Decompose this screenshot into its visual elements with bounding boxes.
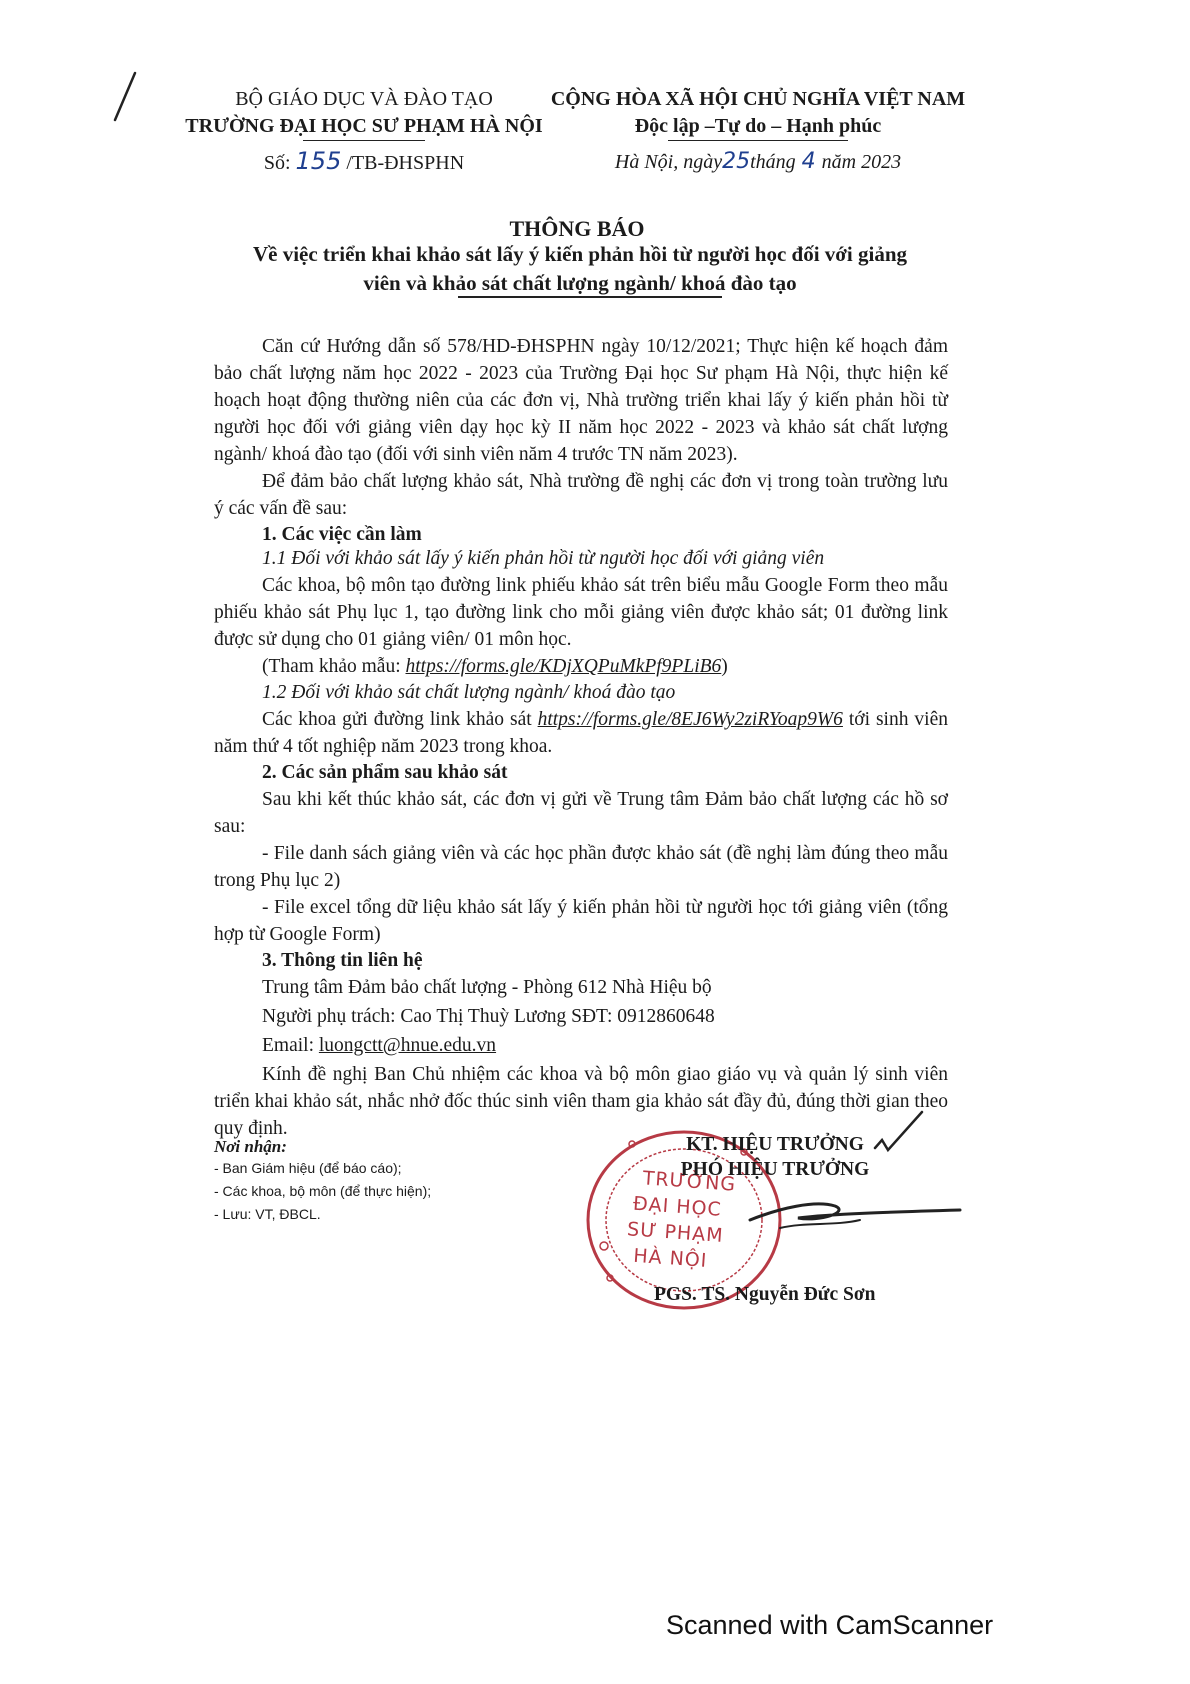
deliverable-list-file: - File danh sách giảng viên và các học phần được khảo sát (đề nghị làm đúng theo mẫu trong Phụ lục 2): [214, 843, 948, 891]
margin-mark: [105, 68, 145, 128]
survey-form-link[interactable]: https://forms.gle/8EJ6Wy2ziRYoap9W6: [537, 709, 843, 730]
section-1-2-heading: 1.2 Đối với khảo sát chất lượng ngành/ khoá đào tạo: [262, 682, 676, 703]
document-date: Hà Nội, ngày25tháng 4 năm 2023: [614, 149, 902, 174]
signature-mark: [630, 1100, 970, 1250]
paragraph-request: Để đảm bảo chất lượng khảo sát, Nhà trường đề nghị các đơn vị trong toàn trường lưu ý các vấn đề sau:: [214, 471, 948, 519]
ministry-name: BỘ GIÁO DỤC VÀ ĐÀO TẠO: [235, 88, 493, 110]
contact-office: Trung tâm Đảm bảo chất lượng - Phòng 612 Nhà Hiệu bộ: [262, 977, 712, 998]
seal-text: TRƯỜNG ĐẠI HỌC SƯ PHẠM HÀ NỘI: [626, 1167, 737, 1272]
contact-person: Người phụ trách: Cao Thị Thuỳ Lương SĐT: 0912860648: [262, 1006, 715, 1027]
paragraph-form-instructions: Các khoa, bộ môn tạo đường link phiếu khảo sát trên biểu mẫu Google Form theo mẫu phiếu khảo sát Phụ lục 1, tạo đường link cho mỗi giảng viên được khảo sát; 01 đường link được sử dụng cho 01 giảng viên/ 01 môn học.: [214, 575, 948, 650]
recipient-item: - Các khoa, bộ môn (để thực hiện);: [214, 1183, 432, 1199]
school-name: TRƯỜNG ĐẠI HỌC SƯ PHẠM HÀ NỘI: [185, 115, 543, 137]
left-header: [185, 86, 543, 177]
notice-subject: Về việc triển khai khảo sát lấy ý kiến phản hồi từ người học đối với giảng viên và khảo sát chất lượng ngành/ khoá đào tạo: [252, 242, 908, 295]
signature-title: KT. HIỆU TRƯỞNG PHÓ HIỆU TRƯỞNG: [680, 1134, 870, 1180]
recipients-block: [214, 1137, 431, 1226]
section-2-heading: 2. Các sản phẩm sau khảo sát: [262, 762, 508, 783]
reference-form-link[interactable]: https://forms.gle/KDjXQPuMkPf9PLiB6: [405, 656, 722, 677]
motto: Độc lập –Tự do – Hạnh phúc: [634, 115, 882, 137]
section-1-1-heading: 1.1 Đối với khảo sát lấy ý kiến phản hồi từ người học đối với giảng viên: [262, 548, 825, 569]
reference-link-line: (Tham khảo mẫu: https://forms.gle/KDjXQPuMkPf9PLiB6): [262, 656, 728, 677]
deliverable-excel-file: - File excel tổng dữ liệu khảo sát lấy ý kiến phản hồi từ người học tới giảng viên (tổng hợp từ Google Form): [214, 897, 948, 945]
recipient-item: - Lưu: VT, ĐBCL.: [214, 1206, 321, 1222]
contact-email-link[interactable]: luongctt@hnue.edu.vn: [318, 1035, 497, 1056]
day-handwritten: 25: [722, 149, 751, 174]
contact-email-line: Email: luongctt@hnue.edu.vn: [262, 1035, 497, 1056]
document-number: Số: 155 /TB-ĐHSPHN: [263, 147, 465, 175]
number-handwritten: 155: [295, 147, 342, 175]
section-1-heading: 1. Các việc cần làm: [262, 524, 422, 545]
document-body: [214, 333, 948, 1142]
recipients-heading: Nơi nhận:: [214, 1137, 287, 1156]
paragraph-survey-link: Các khoa gửi đường link khảo sát https://forms.gle/8EJ6Wy2ziRYoap9W6 tới sinh viên năm thứ 4 tốt nghiệp năm 2023 trong khoa.: [214, 709, 948, 757]
month-handwritten: 4: [801, 149, 816, 174]
paragraph-basis: Căn cứ Hướng dẫn số 578/HD-ĐHSPHN ngày 10/12/2021; Thực hiện kế hoạch đảm bảo chất lượng năm học 2022 - 2023 của Trường Đại học Sư phạm Hà Nội, thực hiện kế hoạch hoạt động thường niên của các đơn vị, Nhà trường triển khai lấy ý kiến phản hồi từ người học đối với giảng viên dạy học kỳ II năm học 2022 - 2023 và khảo sát chất lượng ngành/ khoá đào tạo (đối với sinh viên năm 4 trước TN năm 2023).: [214, 336, 948, 465]
right-header: [548, 86, 968, 176]
notice-title: THÔNG BÁO: [509, 216, 645, 241]
recipient-item: - Ban Giám hiệu (để báo cáo);: [214, 1160, 402, 1176]
paragraph-deliverables: Sau khi kết thúc khảo sát, các đơn vị gửi về Trung tâm Đảm bảo chất lượng các hồ sơ sau:: [214, 789, 948, 837]
signer-name: PGS. TS. Nguyễn Đức Sơn: [654, 1284, 876, 1305]
section-3-heading: 3. Thông tin liên hệ: [262, 950, 423, 971]
republic-name: CỘNG HÒA XÃ HỘI CHỦ NGHĨA VIỆT NAM: [550, 88, 966, 110]
title-underline: [458, 296, 722, 298]
paragraph-closing: Kính đề nghị Ban Chủ nhiệm các khoa và bộ môn giao giáo vụ và quản lý sinh viên triển khai khảo sát, nhắc nhở đốc thúc sinh viên tham gia khảo sát đầy đủ, đúng thời gian theo quy định.: [214, 1064, 948, 1139]
scanner-watermark: Scanned with CamScanner: [666, 1610, 994, 1640]
